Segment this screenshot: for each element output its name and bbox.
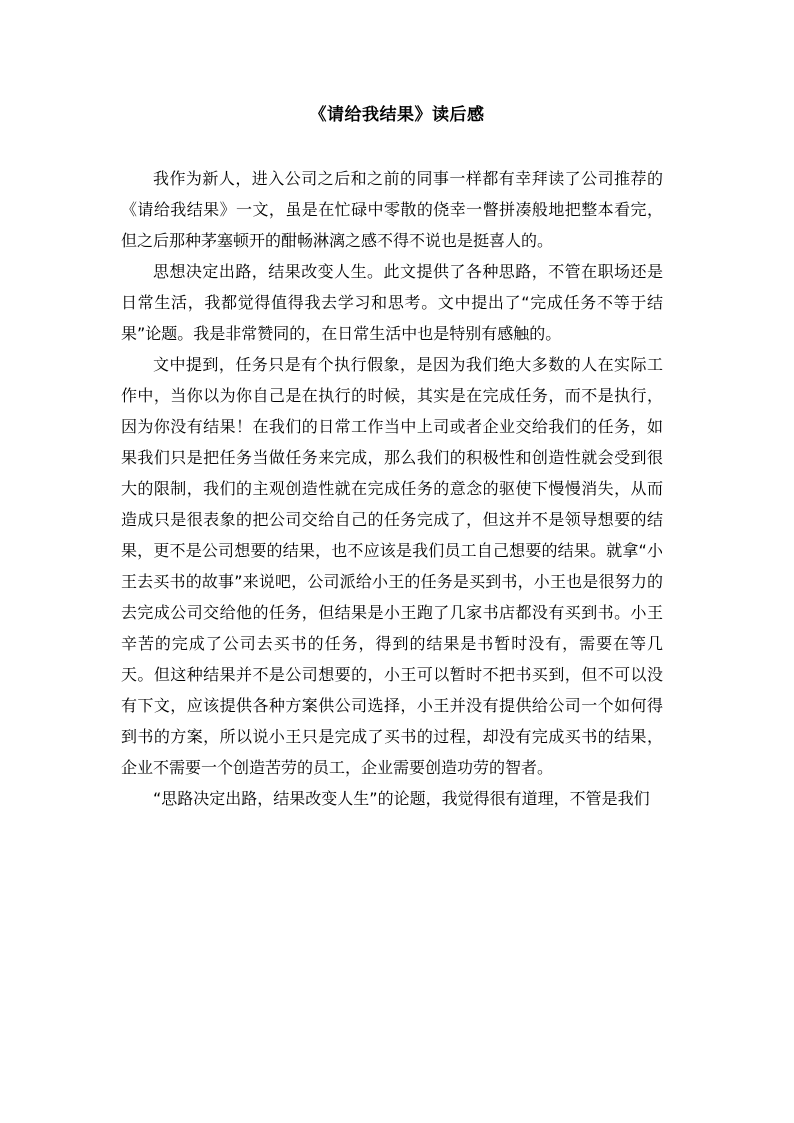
paragraph-1: 我作为新人，进入公司之后和之前的同事一样都有幸拜读了公司推荐的《请给我结果》一文，虽是在忙碌中零散的侥幸一瞥拼凑般地把整本看完，但之后那种茅塞顿开的酣畅淋漓之感不得不说也是挺喜人的。 [121, 169, 663, 250]
paragraph-2: 思想决定出路，结果改变人生。此文提供了各种思路，不管在职场还是日常生活，我都觉得值得我去学习和思考。文中提出了“完成任务不等于结果”论题。我是非常赞同的，在日常生活中也是特别有感触的。 [121, 262, 663, 343]
paragraph-4: “思路决定出路，结果改变人生”的论题，我觉得很有道理，不管是我们 [153, 789, 650, 808]
paragraph-3: 文中提到，任务只是有个执行假象，是因为我们绝大多数的人在实际工作中，当你以为你自己是在执行的时候，其实是在完成任务，而不是执行，因为你没有结果！在我们的日常工作当中上司或者企业交给我们的任务，如果我们只是把任务当做任务来完成，那么我们的积极性和创造性就会受到很大的限制，我们的主观创造性就在完成任务的意念的驱使下慢慢消失，从而造成只是很表象的把公司交给自己的任务完成了，但这并不是领导想要的结果，更不是公司想要的结果，也不应该是我们员工自己想要的结果。就拿“小王去买书的故事”来说吧，公司派给小王的任务是买到书，小王也是很努力的去完成公司交给他的任务，但结果是小王跑了几家书店都没有买到书。小王辛苦的完成了公司去买书的任务，得到的结果是书暂时没有，需要在等几天。但这种结果并不是公司想要的，小王可以暂时不把书买到，但不可以没有下文，应该提供各种方案供公司选择，小王并没有提供给公司一个如何得到书的方案，所以说小王只是完成了买书的过程，却没有完成买书的结果，企业不需要一个创造苦劳的员工，企业需要创造功劳的智者。 [121, 355, 663, 777]
document-body [121, 163, 663, 814]
document-title: 《请给我结果》读后感 [309, 105, 485, 125]
